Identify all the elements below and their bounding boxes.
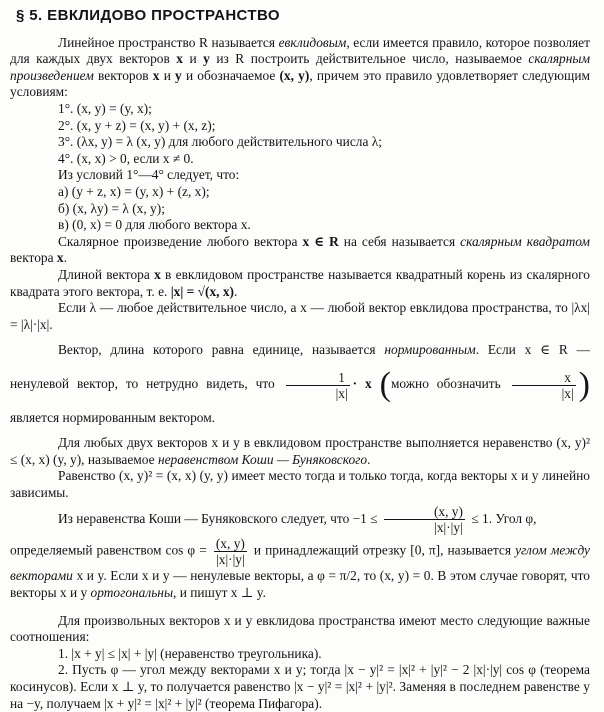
lambda-paragraph: Если λ — любое действительное число, а x — любой вектор евклидова пространства, то |λx| = |λ|·|x|. — [10, 300, 590, 332]
normalized-paragraph: Вектор, длина которого равна единице, называется нормированным. Если x ∈ R — ненулевой вектор, то нетрудно видеть, что $\frac{1}{|x|}$ · x (можно обозначить $\frac{x}{|x|}$ ) является нормированным вектором. — [10, 342, 590, 426]
fraction-cos-phi: $\frac{(x, y)}{|x|\cdot|y|}$ — [215, 535, 245, 567]
angle-paragraph: Из неравенства Коши — Буняковского следует, что −1 ≤ $\frac{(x, y)}{|x|\cdot|y|}$ ≤ 1. Угол φ, — [58, 504, 537, 536]
length-paragraph: Длиной вектора x в евклидовом пространстве называется квадратный корень из скалярного квадрата этого вектора, т. е. |x| = √(x, x). — [10, 266, 591, 299]
scalar-square-paragraph: Скалярное произведение любого вектора x ∈ R на себя называется скалярным квадратом вектора x. — [10, 233, 590, 266]
equality-paragraph: Равенство (x, y)² = (x, x) (y, y) имеет место тогда и только тогда, когда векторы x и y линейно зависимы. — [10, 468, 590, 501]
consequence-b: б) (x, λy) = λ (x, y); — [58, 200, 165, 216]
relations-intro: Для произвольных векторов x и y евклидова пространства имеют место следующие важные соотношения: — [10, 612, 590, 645]
axiom-4: 4°. (x, x) > 0, если x ≠ 0. — [58, 150, 194, 166]
consequence-c: в) (0, x) = 0 для любого вектора x. — [58, 217, 251, 233]
angle-definition-paragraph: определяемый равенством cos φ = $\frac{(x, y)}{|x|\cdot|y|}$ и принадлежащий отрезку [0, π], называется углом между векторами x и y. Если x и y — ненулевые векторы, а φ = π/2, то (x, y) = 0. В этом случае говорят, что векторы x и y ортогональны, и пишут x ⊥ y. — [10, 535, 590, 600]
fraction-one-over-norm: $\frac{1}{|x|}$ — [286, 370, 350, 401]
cauchy-paragraph: Для любых двух векторов x и y в евклидовом пространстве выполняется неравенство (x, y)² ≤ (x, x) (y, y), называемое неравенством Коши — Буняковского. — [10, 435, 590, 467]
fraction-x-over-norm: $\frac{x}{|x|}$ — [512, 370, 576, 401]
relation-cosine-pythagoras: 2. Пусть φ — угол между векторами x и y; тогда |x − y|² = |x|² + |y|² − 2 |x|·|y| cos φ (теорема косинусов). Если x ⊥ y, то получается равенство |x − y|² = |x|² + |y|². Заменяя в последнем равенстве y на −y, получаем |x + y|² = |x|² + |y|² (теорема Пифагора). — [10, 662, 590, 711]
axiom-2: 2°. (x, y + z) = (x, y) + (x, z); — [58, 117, 216, 133]
spacer — [10, 601, 590, 613]
consequence-a: а) (y + z, x) = (y, x) + (z, x); — [58, 183, 210, 199]
intro-paragraph: Линейное пространство R называется евклидовым, если имеется правило, которое позволяет для каждых двух векторов x и y из R построить действительное число, называемое скалярным произведением векторов x и y и обозначаемое (x, y), причем это правило удовлетворяет следующим условиям: — [10, 34, 590, 100]
fraction-cauchy: $\frac{(x, y)}{|x|\cdot|y|}$ — [384, 504, 465, 535]
left-paren: ( — [379, 366, 391, 404]
axiom-1: 1°. (x, y) = (y, x); — [58, 100, 152, 116]
follows-line: Из условий 1°—4° следует, что: — [58, 167, 240, 183]
right-paren: ) — [578, 366, 590, 404]
axiom-3: 3°. (λx, y) = λ (x, y) для любого действительного числа λ; — [58, 134, 382, 150]
section-heading: § 5. ЕВКЛИДОВО ПРОСТРАНСТВО — [16, 7, 280, 24]
relation-triangle: 1. |x + y| ≤ |x| + |y| (неравенство треугольника). — [58, 645, 322, 661]
